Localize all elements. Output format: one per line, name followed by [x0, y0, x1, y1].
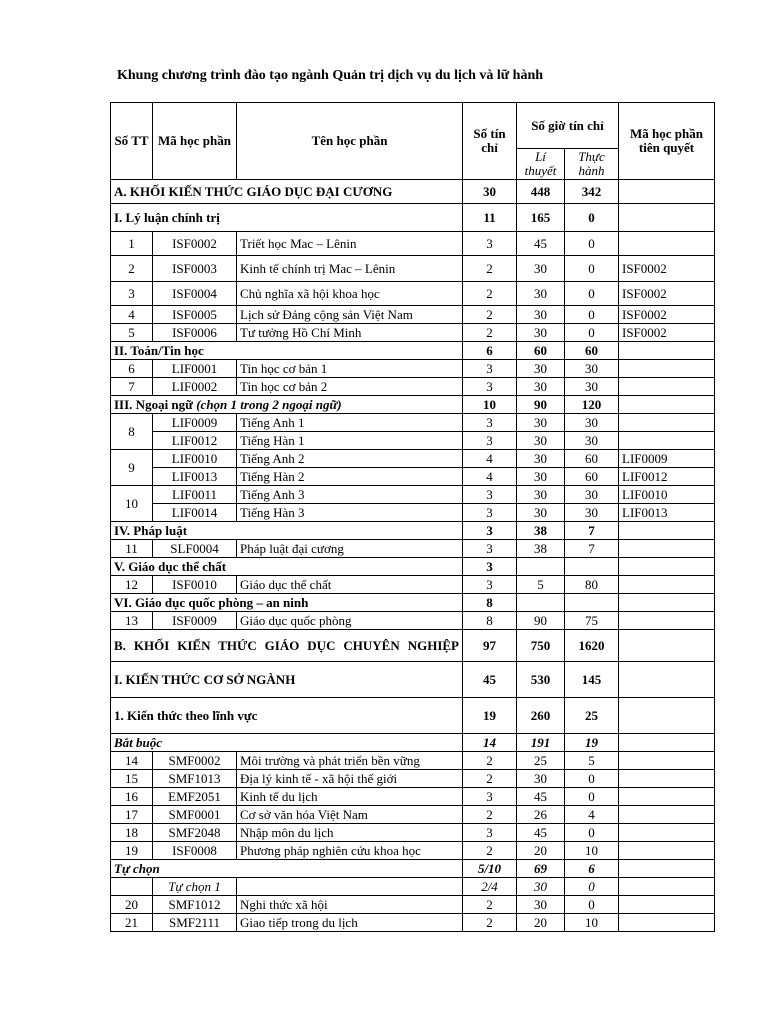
course-code-cell: ISF0005 — [153, 306, 237, 324]
credits-cell: 2 — [463, 842, 517, 860]
stt-cell: 17 — [111, 806, 153, 824]
practice-cell: 5 — [565, 752, 619, 770]
stt-cell: 8 — [111, 414, 153, 450]
stt-cell: 6 — [111, 360, 153, 378]
practice-cell: 19 — [565, 734, 619, 752]
theory-cell: 30 — [517, 282, 565, 306]
prereq-cell — [619, 360, 715, 378]
credits-cell: 3 — [463, 788, 517, 806]
group-label: Bắt buộc — [111, 734, 463, 752]
table-row — [111, 282, 715, 306]
stt-cell: 11 — [111, 540, 153, 558]
header-practice: Thực hành — [565, 149, 619, 180]
theory-cell: 30 — [517, 878, 565, 896]
course-name-cell: Tiếng Anh 3 — [237, 486, 463, 504]
stt-cell: 18 — [111, 824, 153, 842]
stt-cell: 7 — [111, 378, 153, 396]
course-code-cell: SMF1012 — [153, 896, 237, 914]
stt-cell: 16 — [111, 788, 153, 806]
practice-cell: 0 — [565, 896, 619, 914]
theory-cell: 38 — [517, 540, 565, 558]
credits-cell: 2 — [463, 752, 517, 770]
table-row — [111, 842, 715, 860]
credits-cell: 2 — [463, 914, 517, 932]
theory-cell: 69 — [517, 860, 565, 878]
prereq-cell — [619, 806, 715, 824]
table-row — [111, 504, 715, 522]
subgroup-label: Tự chọn 1 — [153, 878, 237, 896]
practice-cell: 0 — [565, 324, 619, 342]
table-row — [111, 788, 715, 806]
theory-cell: 30 — [517, 256, 565, 282]
credits-cell: 2 — [463, 256, 517, 282]
practice-cell: 25 — [565, 698, 619, 734]
course-code-cell: LIF0001 — [153, 360, 237, 378]
practice-cell: 6 — [565, 860, 619, 878]
prereq-cell — [619, 788, 715, 806]
practice-cell: 4 — [565, 806, 619, 824]
prereq-cell: LIF0010 — [619, 486, 715, 504]
course-code-cell: LIF0011 — [153, 486, 237, 504]
practice-cell: 30 — [565, 360, 619, 378]
theory-cell: 38 — [517, 522, 565, 540]
name-cell — [237, 878, 463, 896]
theory-cell: 30 — [517, 450, 565, 468]
practice-cell: 1620 — [565, 630, 619, 662]
course-name-cell: Triết học Mac – Lênin — [237, 232, 463, 256]
theory-cell: 750 — [517, 630, 565, 662]
prereq-cell — [619, 396, 715, 414]
course-code-cell: SMF1013 — [153, 770, 237, 788]
theory-cell: 30 — [517, 306, 565, 324]
table-row — [111, 770, 715, 788]
stt-cell: 10 — [111, 486, 153, 522]
course-name-cell: Cơ sở văn hóa Việt Nam — [237, 806, 463, 824]
credits-cell: 97 — [463, 630, 517, 662]
practice-cell: 0 — [565, 256, 619, 282]
credits-cell: 2 — [463, 282, 517, 306]
prereq-cell — [619, 378, 715, 396]
practice-cell: 75 — [565, 612, 619, 630]
course-name-cell: Nghi thức xã hội — [237, 896, 463, 914]
header-course-name: Tên học phần — [237, 103, 463, 180]
prereq-cell — [619, 662, 715, 698]
course-code-cell: LIF0009 — [153, 414, 237, 432]
course-code-cell: ISF0008 — [153, 842, 237, 860]
section-label — [111, 630, 463, 662]
prereq-cell — [619, 558, 715, 576]
course-code-cell: LIF0014 — [153, 504, 237, 522]
header-theory: Lí thuyết — [517, 149, 565, 180]
practice-cell: 10 — [565, 914, 619, 932]
credits-cell: 14 — [463, 734, 517, 752]
table-row — [111, 432, 715, 450]
theory-cell: 448 — [517, 180, 565, 204]
table-row — [111, 306, 715, 324]
practice-cell: 0 — [565, 770, 619, 788]
stt-cell: 15 — [111, 770, 153, 788]
practice-cell: 0 — [565, 232, 619, 256]
theory-cell: 90 — [517, 612, 565, 630]
prereq-cell — [619, 432, 715, 450]
theory-cell: 26 — [517, 806, 565, 824]
course-code-cell: ISF0003 — [153, 256, 237, 282]
section-label — [111, 342, 463, 360]
section-row — [111, 180, 715, 204]
practice-cell: 0 — [565, 204, 619, 232]
prereq-cell — [619, 204, 715, 232]
practice-cell — [565, 594, 619, 612]
section-label-text: VI. Giáo dục quốc phòng – an ninh — [114, 594, 309, 610]
theory-cell: 20 — [517, 914, 565, 932]
practice-cell: 120 — [565, 396, 619, 414]
prereq-cell — [619, 540, 715, 558]
credits-cell: 3 — [463, 486, 517, 504]
table-row — [111, 232, 715, 256]
credits-cell: 4 — [463, 450, 517, 468]
prereq-cell — [619, 860, 715, 878]
table-row — [111, 896, 715, 914]
theory-cell: 30 — [517, 486, 565, 504]
credits-cell: 45 — [463, 662, 517, 698]
practice-cell: 60 — [565, 450, 619, 468]
prereq-cell — [619, 180, 715, 204]
credits-cell: 3 — [463, 824, 517, 842]
practice-cell: 10 — [565, 842, 619, 860]
group-row — [111, 860, 715, 878]
header-prerequisite: Mã học phần tiên quyết — [619, 103, 715, 180]
credits-cell: 3 — [463, 378, 517, 396]
section-row — [111, 522, 715, 540]
practice-cell: 60 — [565, 342, 619, 360]
section-row — [111, 630, 715, 662]
theory-cell: 30 — [517, 432, 565, 450]
document-title: Khung chương trình đào tạo ngành Quản trị dịch vụ du lịch và lữ hành — [117, 68, 544, 83]
section-row — [111, 396, 715, 414]
credits-cell: 5/10 — [463, 860, 517, 878]
course-name-cell: Lịch sử Đảng cộng sản Việt Nam — [237, 306, 463, 324]
section-label-text: V. Giáo dục thể chất — [114, 558, 227, 574]
course-name-cell: Tiếng Anh 2 — [237, 450, 463, 468]
section-label — [111, 522, 463, 540]
course-name-cell: Tiếng Hàn 1 — [237, 432, 463, 450]
practice-cell: 60 — [565, 468, 619, 486]
prereq-cell — [619, 770, 715, 788]
credits-cell: 2/4 — [463, 878, 517, 896]
course-code-cell: ISF0006 — [153, 324, 237, 342]
table-row — [111, 324, 715, 342]
course-name-cell: Kinh tế chính trị Mac – Lênin — [237, 256, 463, 282]
section-label-text: II. Toán/Tin học — [114, 342, 204, 358]
theory-cell: 45 — [517, 232, 565, 256]
stt-cell: 19 — [111, 842, 153, 860]
section-row — [111, 342, 715, 360]
course-name-cell: Nhập môn du lịch — [237, 824, 463, 842]
table-row — [111, 752, 715, 770]
course-name-cell: Giáo dục thể chất — [237, 576, 463, 594]
course-code-cell: SLF0004 — [153, 540, 237, 558]
course-name-cell: Tư tưởng Hồ Chí Minh — [237, 324, 463, 342]
credits-cell: 3 — [463, 232, 517, 256]
stt-cell: 5 — [111, 324, 153, 342]
credits-cell: 2 — [463, 306, 517, 324]
prereq-cell — [619, 594, 715, 612]
theory-cell — [517, 594, 565, 612]
prereq-cell: ISF0002 — [619, 306, 715, 324]
course-name-cell: Địa lý kinh tế - xã hội thế giới — [237, 770, 463, 788]
prereq-cell: ISF0002 — [619, 324, 715, 342]
practice-cell: 0 — [565, 878, 619, 896]
header-stt: Số TT — [111, 103, 153, 180]
course-code-cell: LIF0012 — [153, 432, 237, 450]
section-row — [111, 558, 715, 576]
stt-cell: 20 — [111, 896, 153, 914]
section-label — [111, 662, 463, 698]
course-code-cell: LIF0010 — [153, 450, 237, 468]
course-name-cell: Pháp luật đại cương — [237, 540, 463, 558]
section-row — [111, 698, 715, 734]
credits-cell: 11 — [463, 204, 517, 232]
prereq-cell — [619, 824, 715, 842]
course-code-cell: SMF2111 — [153, 914, 237, 932]
stt-cell: 3 — [111, 282, 153, 306]
prereq-cell — [619, 414, 715, 432]
practice-cell: 7 — [565, 522, 619, 540]
theory-cell: 30 — [517, 324, 565, 342]
theory-cell: 260 — [517, 698, 565, 734]
credits-cell: 8 — [463, 612, 517, 630]
course-name-cell: Kinh tế du lịch — [237, 788, 463, 806]
subgroup-row — [111, 878, 715, 896]
practice-cell — [565, 558, 619, 576]
credits-cell: 2 — [463, 806, 517, 824]
course-code-cell: LIF0013 — [153, 468, 237, 486]
theory-cell: 191 — [517, 734, 565, 752]
credits-cell: 2 — [463, 896, 517, 914]
section-label — [111, 396, 463, 414]
stt-cell: 13 — [111, 612, 153, 630]
theory-cell: 25 — [517, 752, 565, 770]
prereq-cell: ISF0002 — [619, 256, 715, 282]
practice-cell: 30 — [565, 414, 619, 432]
practice-cell: 30 — [565, 504, 619, 522]
section-label-text: 1. Kiến thức theo lĩnh vực — [114, 707, 258, 723]
practice-cell: 30 — [565, 378, 619, 396]
practice-cell: 30 — [565, 486, 619, 504]
prereq-cell — [619, 612, 715, 630]
prereq-cell — [619, 630, 715, 662]
table-row — [111, 806, 715, 824]
stt-cell: 14 — [111, 752, 153, 770]
section-row — [111, 594, 715, 612]
credits-cell: 3 — [463, 360, 517, 378]
credits-cell: 2 — [463, 770, 517, 788]
credits-cell: 3 — [463, 576, 517, 594]
section-label-text: IV. Pháp luật — [114, 522, 188, 538]
prereq-cell: LIF0009 — [619, 450, 715, 468]
practice-cell: 0 — [565, 306, 619, 324]
credits-cell: 3 — [463, 504, 517, 522]
table-row — [111, 256, 715, 282]
section-label — [111, 594, 463, 612]
theory-cell — [517, 558, 565, 576]
course-name-cell: Tiếng Hàn 3 — [237, 504, 463, 522]
course-name-cell: Tin học cơ bản 1 — [237, 360, 463, 378]
theory-cell: 45 — [517, 824, 565, 842]
course-name-cell: Tiếng Anh 1 — [237, 414, 463, 432]
credits-cell: 3 — [463, 540, 517, 558]
course-name-cell: Phương pháp nghiên cứu khoa học — [237, 842, 463, 860]
section-label-note: (chọn 1 trong 2 ngoại ngữ) — [196, 396, 342, 412]
header-credit-hours: Số giờ tín chỉ — [517, 103, 619, 149]
course-code-cell: ISF0009 — [153, 612, 237, 630]
course-name-cell: Giao tiếp trong du lịch — [237, 914, 463, 932]
theory-cell: 30 — [517, 504, 565, 522]
section-label — [111, 180, 463, 204]
theory-cell: 45 — [517, 788, 565, 806]
group-label: Tự chọn — [111, 860, 463, 878]
stt-cell: 9 — [111, 450, 153, 486]
stt-cell: 12 — [111, 576, 153, 594]
prereq-cell — [619, 576, 715, 594]
course-code-cell: ISF0004 — [153, 282, 237, 306]
stt-cell: 4 — [111, 306, 153, 324]
table-row — [111, 414, 715, 432]
theory-cell: 30 — [517, 468, 565, 486]
table-row — [111, 450, 715, 468]
prereq-cell — [619, 914, 715, 932]
credits-cell: 3 — [463, 522, 517, 540]
course-name-cell: Tiếng Hàn 2 — [237, 468, 463, 486]
section-label — [111, 204, 463, 232]
prereq-cell: ISF0002 — [619, 282, 715, 306]
practice-cell: 7 — [565, 540, 619, 558]
course-name-cell: Tin học cơ bản 2 — [237, 378, 463, 396]
prereq-cell — [619, 342, 715, 360]
theory-cell: 60 — [517, 342, 565, 360]
course-code-cell: ISF0010 — [153, 576, 237, 594]
section-label — [111, 558, 463, 576]
course-name-cell: Chủ nghĩa xã hội khoa học — [237, 282, 463, 306]
credits-cell: 6 — [463, 342, 517, 360]
practice-cell: 80 — [565, 576, 619, 594]
credits-cell: 30 — [463, 180, 517, 204]
course-code-cell: SMF0002 — [153, 752, 237, 770]
practice-cell: 0 — [565, 824, 619, 842]
prereq-cell — [619, 752, 715, 770]
prereq-cell: LIF0012 — [619, 468, 715, 486]
credits-cell: 2 — [463, 324, 517, 342]
prereq-cell — [619, 878, 715, 896]
section-label-text: A. KHỐI KIẾN THỨC GIÁO DỤC ĐẠI CƯƠNG — [114, 183, 393, 199]
course-code-cell: ISF0002 — [153, 232, 237, 256]
section-row — [111, 204, 715, 232]
credits-cell: 10 — [463, 396, 517, 414]
theory-cell: 30 — [517, 770, 565, 788]
prereq-cell — [619, 734, 715, 752]
table-row — [111, 468, 715, 486]
credits-cell: 8 — [463, 594, 517, 612]
section-label-text: B. KHỐI KIẾN THỨC GIÁO DỤC CHUYÊN NGHIỆP — [114, 637, 459, 653]
table-row — [111, 540, 715, 558]
practice-cell: 145 — [565, 662, 619, 698]
stt-cell: 1 — [111, 232, 153, 256]
prereq-cell — [619, 698, 715, 734]
theory-cell: 530 — [517, 662, 565, 698]
table-row — [111, 486, 715, 504]
practice-cell: 342 — [565, 180, 619, 204]
credits-cell: 3 — [463, 432, 517, 450]
credits-cell: 3 — [463, 414, 517, 432]
prereq-cell — [619, 232, 715, 256]
course-code-cell: LIF0002 — [153, 378, 237, 396]
credits-cell: 19 — [463, 698, 517, 734]
table-row — [111, 824, 715, 842]
table-row — [111, 612, 715, 630]
stt-cell: 21 — [111, 914, 153, 932]
course-name-cell: Môi trường và phát triển bền vững — [237, 752, 463, 770]
theory-cell: 30 — [517, 360, 565, 378]
section-label-text: III. Ngoại ngữ — [114, 396, 197, 412]
theory-cell: 30 — [517, 896, 565, 914]
course-code-cell: SMF0001 — [153, 806, 237, 824]
credits-cell: 3 — [463, 558, 517, 576]
course-name-cell: Giáo dục quốc phòng — [237, 612, 463, 630]
prereq-cell — [619, 896, 715, 914]
table-row — [111, 360, 715, 378]
stt-cell: 2 — [111, 256, 153, 282]
prereq-cell — [619, 522, 715, 540]
practice-cell: 30 — [565, 432, 619, 450]
prereq-cell: LIF0013 — [619, 504, 715, 522]
stt-cell — [111, 878, 153, 896]
theory-cell: 165 — [517, 204, 565, 232]
theory-cell: 30 — [517, 414, 565, 432]
group-row — [111, 734, 715, 752]
practice-cell: 0 — [565, 282, 619, 306]
header-credits: Số tín chỉ — [463, 103, 517, 180]
credits-cell: 4 — [463, 468, 517, 486]
section-label-text: I. KIẾN THỨC CƠ SỞ NGÀNH — [114, 671, 296, 687]
section-row — [111, 662, 715, 698]
theory-cell: 5 — [517, 576, 565, 594]
header-course-code: Mã học phần — [153, 103, 237, 180]
table-row — [111, 576, 715, 594]
table-row — [111, 914, 715, 932]
section-label-text: I. Lý luận chính trị — [114, 209, 220, 225]
curriculum-table — [110, 102, 715, 932]
theory-cell: 90 — [517, 396, 565, 414]
practice-cell: 0 — [565, 788, 619, 806]
course-code-cell: EMF2051 — [153, 788, 237, 806]
theory-cell: 20 — [517, 842, 565, 860]
theory-cell: 30 — [517, 378, 565, 396]
table-row — [111, 378, 715, 396]
prereq-cell — [619, 842, 715, 860]
section-label — [111, 698, 463, 734]
course-code-cell: SMF2048 — [153, 824, 237, 842]
